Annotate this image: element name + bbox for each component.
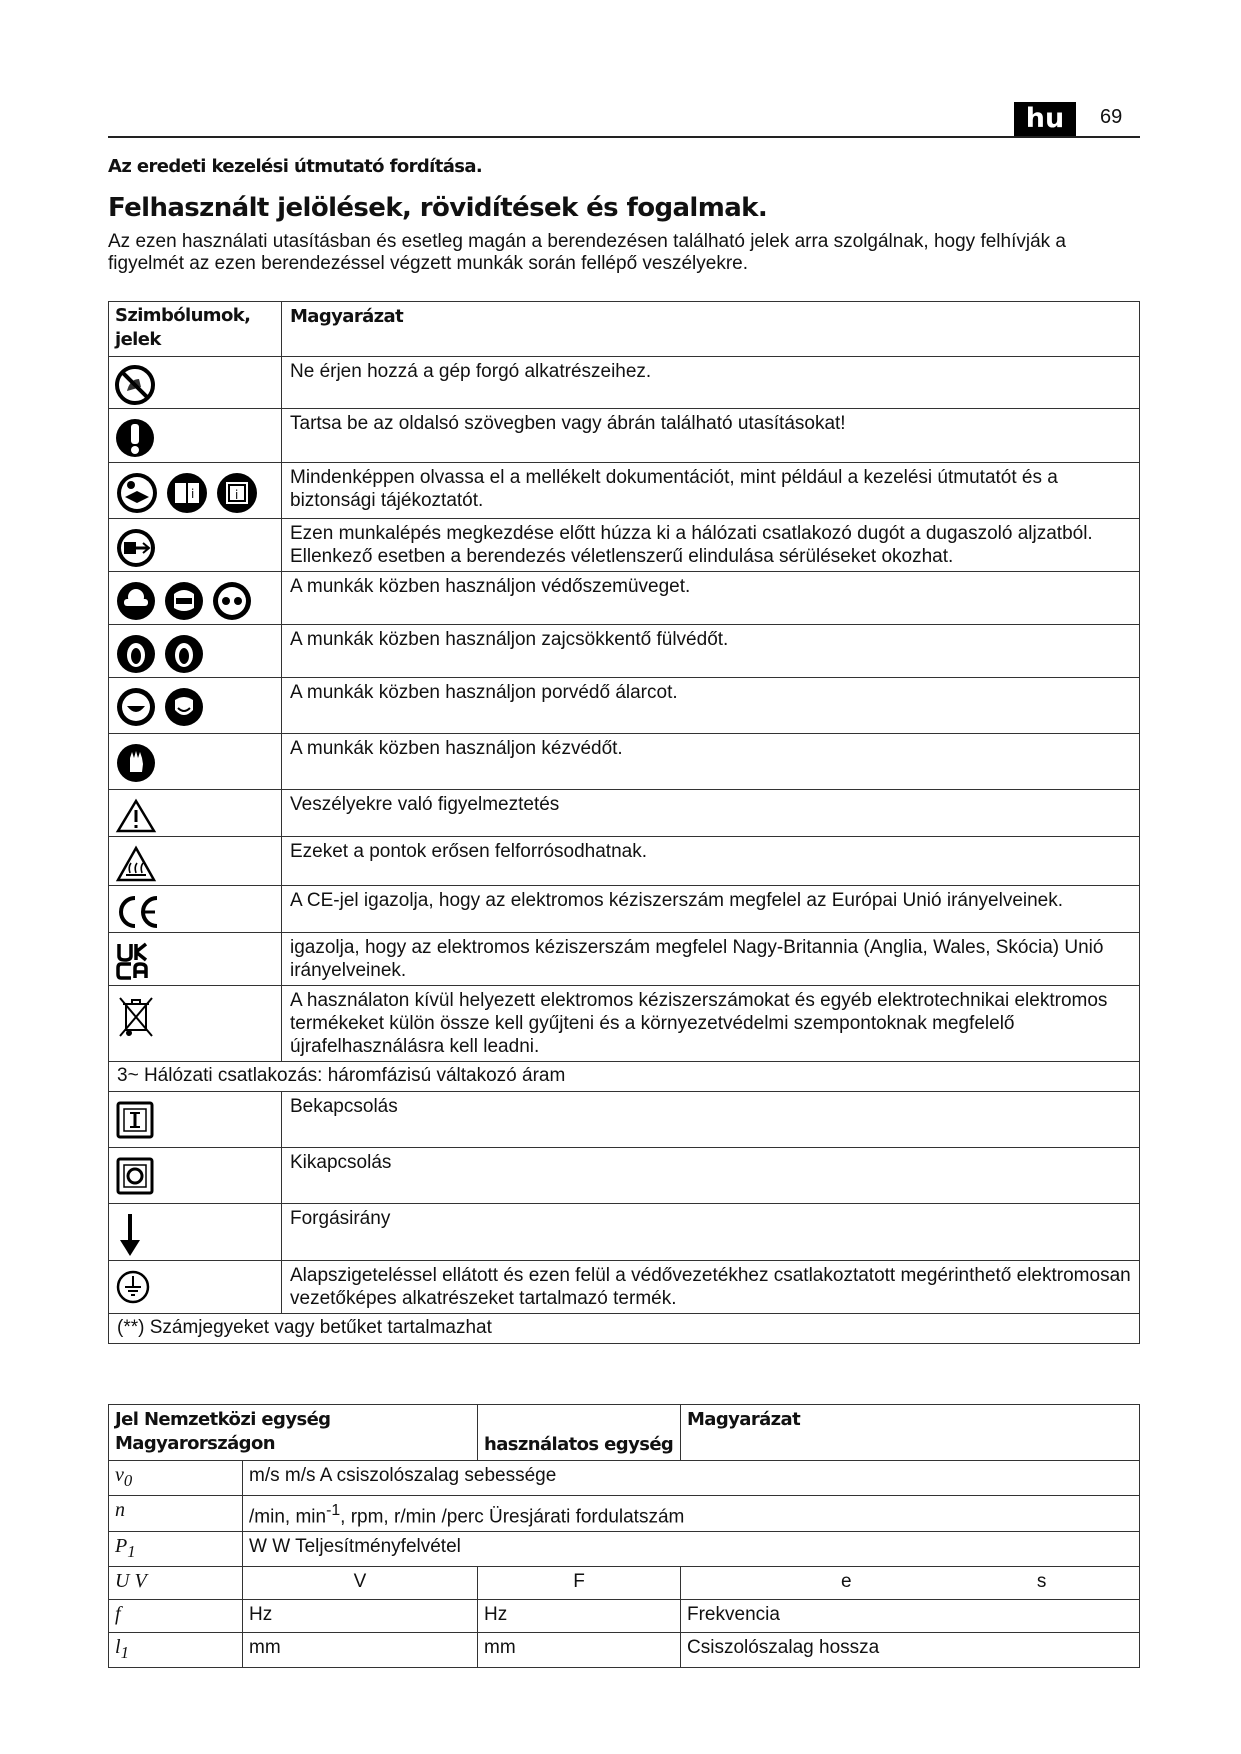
symbol-explanation: Mindenképpen olvassa el a mellékelt dokumentációt, mint például a kezelési útmutatót és a biztonsági tájékoztatót. bbox=[282, 463, 1140, 519]
symbol-row bbox=[109, 1148, 1140, 1204]
intro-paragraph: Az ezen használati utasításban és esetleg magán a berendezésen található jelek arra szolgálnak, hogy felhívják a figyelmét az ezen berendezéssel végzett munkák során fellépő veszélyekre. bbox=[108, 231, 1066, 274]
ear-protection-icon bbox=[115, 633, 157, 675]
symbol-explanation: A munkák közben használjon kézvédőt. bbox=[282, 734, 1140, 790]
symbol-explanation: A munkák közben használjon zajcsökkentő fülvédőt. bbox=[282, 625, 1140, 678]
unit-international: Hz bbox=[243, 1600, 478, 1633]
three-phase-text: 3~ Hálózati csatlakozás: háromfázisú váltakozó áram bbox=[109, 1062, 1140, 1092]
symbol-row bbox=[109, 1204, 1140, 1261]
safety-goggles-icon bbox=[115, 580, 157, 622]
unit-international: mm bbox=[243, 1633, 478, 1668]
symbol-explanation: A használaton kívül helyezett elektromos kéziszerszámokat és egyéb elektrotechnikai elektromos termékeket külön össze kell gyűjteni és a környezetvédelmi szempontoknak megfelelő újrafelhasználásra kell leadni. bbox=[282, 986, 1140, 1062]
symbol-explanation: Tartsa be az oldalsó szövegben vagy ábrán található utasításokat! bbox=[282, 409, 1140, 463]
svg-text:i: i bbox=[191, 487, 195, 501]
symbol-explanation: Alapszigeteléssel ellátott és ezen felül a védővezetékhez csatlakoztatott megérinthető elektromosan vezetőképes alkatrészeket tartalmazó termék. bbox=[282, 1261, 1140, 1314]
unit-explanation: Frekvencia bbox=[681, 1600, 1140, 1633]
symbol-row bbox=[109, 625, 1140, 678]
symbol-explanation: Ezeket a pontok erősen felforrósodhatnak. bbox=[282, 837, 1140, 886]
symbol-row bbox=[109, 790, 1140, 837]
unit-symbol: $P_1$ bbox=[109, 1532, 243, 1567]
gloves-icon bbox=[115, 742, 157, 784]
three-phase-row bbox=[109, 1062, 1140, 1092]
header-local-unit: használatos egység bbox=[478, 1405, 681, 1461]
hot-surface-icon bbox=[115, 845, 157, 883]
unit-symbol: $l_1$ bbox=[109, 1633, 243, 1668]
symbol-explanation: Kikapcsolás bbox=[282, 1148, 1140, 1204]
symbol-explanation: A munkák közben használjon védőszemüveget. bbox=[282, 572, 1140, 625]
section-title: Felhasznált jelölések, rövidítések és fogalmak. bbox=[108, 193, 768, 223]
header-rule bbox=[108, 136, 1140, 138]
units-table-header bbox=[109, 1405, 1140, 1461]
units-row bbox=[109, 1600, 1140, 1633]
symbol-explanation: A munkák közben használjon porvédő álarcot. bbox=[282, 678, 1140, 734]
ce-mark-icon bbox=[115, 894, 161, 930]
unit-text: W W Teljesítményfelvétel bbox=[243, 1532, 1140, 1567]
unit-explanation: e s bbox=[681, 1567, 1140, 1600]
svg-text:i: i bbox=[235, 488, 239, 502]
symbol-row bbox=[109, 519, 1140, 572]
symbol-row bbox=[109, 678, 1140, 734]
unit-local: F bbox=[478, 1567, 681, 1600]
unit-text: m/s m/s A csiszolószalag sebessége bbox=[243, 1461, 1140, 1496]
header-symbols: Szimbólumok, jelek bbox=[109, 302, 282, 357]
symbols-table bbox=[108, 301, 1140, 1344]
symbol-explanation: Ezen munkalépés megkezdése előtt húzza ki a hálózati csatlakozó dugót a dugaszoló aljzatból. Ellenkező esetben a berendezés véletlenszerű elindulása sérüléseket okozhat. bbox=[282, 519, 1140, 572]
symbol-explanation: igazolja, hogy az elektromos kéziszerszám megfelel Nagy-Britannia (Anglia, Wales, Skócia) Unió irányelveinek. bbox=[282, 933, 1140, 986]
info-book-icon bbox=[165, 471, 209, 515]
units-row bbox=[109, 1496, 1140, 1532]
protective-earth-icon bbox=[115, 1269, 151, 1305]
symbol-row bbox=[109, 572, 1140, 625]
rotation-direction-arrow-icon bbox=[115, 1212, 145, 1258]
symbol-row bbox=[109, 837, 1140, 886]
unit-symbol: f bbox=[109, 1600, 243, 1633]
symbol-row bbox=[109, 986, 1140, 1062]
warning-triangle-icon bbox=[115, 798, 157, 834]
power-on-icon bbox=[115, 1100, 155, 1140]
units-row bbox=[109, 1567, 1140, 1600]
ukca-mark-icon bbox=[115, 941, 151, 981]
symbol-explanation: Forgásirány bbox=[282, 1204, 1140, 1261]
footnote-text: (**) Számjegyeket vagy betűket tartalmazhat bbox=[109, 1314, 1140, 1344]
header-explanation: Magyarázat bbox=[282, 302, 1140, 357]
symbol-row bbox=[109, 357, 1140, 409]
dust-mask-icon bbox=[163, 686, 205, 728]
symbol-row bbox=[109, 886, 1140, 933]
units-row bbox=[109, 1532, 1140, 1567]
language-badge: hu bbox=[1014, 102, 1076, 136]
unit-explanation: Csiszolószalag hossza bbox=[681, 1633, 1140, 1668]
unit-local: Hz bbox=[478, 1600, 681, 1633]
no-touch-rotating-parts-icon bbox=[115, 365, 155, 405]
units-row bbox=[109, 1461, 1140, 1496]
symbol-row bbox=[109, 933, 1140, 986]
symbol-explanation: Veszélyekre való figyelmeztetés bbox=[282, 790, 1140, 837]
page-number: 69 bbox=[1100, 106, 1123, 128]
symbol-explanation: A CE-jel igazolja, hogy az elektromos kéziszerszám megfelel az Európai Unió irányelveinek. bbox=[282, 886, 1140, 933]
unit-local: mm bbox=[478, 1633, 681, 1668]
symbol-explanation: Bekapcsolás bbox=[282, 1092, 1140, 1148]
safety-glasses-icon bbox=[211, 580, 253, 622]
units-row bbox=[109, 1633, 1140, 1668]
unit-text: /min, $\min^{-1}$, rpm, r/min /perc Üresjárati fordulatszám bbox=[243, 1496, 1140, 1532]
symbols-table-header bbox=[109, 302, 1140, 357]
info-book-icon bbox=[215, 471, 259, 515]
symbol-row bbox=[109, 1261, 1140, 1314]
dust-mask-icon bbox=[115, 686, 157, 728]
weee-bin-icon bbox=[115, 994, 157, 1040]
read-manual-icon bbox=[115, 471, 159, 515]
footnote-row bbox=[109, 1314, 1140, 1344]
header-international-unit: Jel Nemzetközi egység Magyarországon bbox=[109, 1405, 478, 1461]
face-shield-icon bbox=[163, 580, 205, 622]
symbol-row bbox=[109, 734, 1140, 790]
symbol-row bbox=[109, 1092, 1140, 1148]
mandatory-exclamation-icon bbox=[115, 417, 155, 459]
ear-protection-icon bbox=[163, 633, 205, 675]
symbol-explanation: Ne érjen hozzá a gép forgó alkatrészeihez. bbox=[282, 357, 1140, 409]
unit-symbol: $v_0$ bbox=[109, 1461, 243, 1496]
symbol-row bbox=[109, 463, 1140, 519]
units-table bbox=[108, 1404, 1140, 1668]
unit-symbol: U V bbox=[109, 1567, 243, 1600]
symbol-row bbox=[109, 409, 1140, 463]
header-explanation: Magyarázat bbox=[681, 1405, 1140, 1461]
translation-note: Az eredeti kezelési útmutató fordítása. bbox=[108, 156, 483, 177]
unit-international: V bbox=[243, 1567, 478, 1600]
unplug-icon bbox=[115, 527, 157, 569]
power-off-icon bbox=[115, 1156, 155, 1196]
unit-symbol: n bbox=[109, 1496, 243, 1532]
